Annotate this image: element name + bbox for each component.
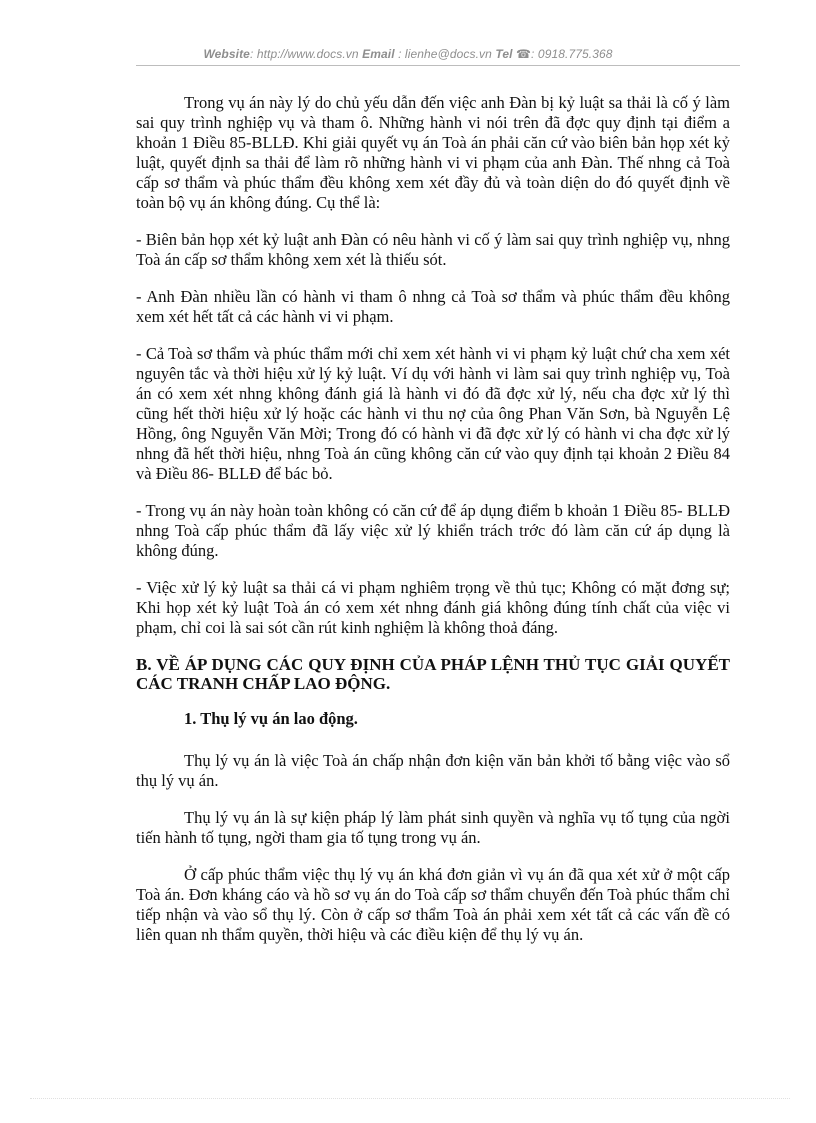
subsection-1-heading: 1. Thụ lý vụ án lao động. xyxy=(184,709,358,728)
header-divider xyxy=(136,65,740,66)
tel-label: Tel xyxy=(495,47,513,61)
paragraph-b-3: Ở cấp phúc thẩm việc thụ lý vụ án khá đơn giản vì vụ án đã qua xét xử ở một cấp Toà án. Đơn kháng cáo và hồ sơ vụ án do Toà cấp sơ thẩm chuyển đến Toà phúc thẩm chỉ tiếp nhận và vào sổ thụ lý. Còn ở cấp sơ thẩm Toà án phải xem xét tất cả các vấn đề có liên quan nh thẩm quyền, thời hiệu và các điều kiện để thụ lý vụ án. xyxy=(136,865,730,944)
paragraph-b-2: Thụ lý vụ án là sự kiện pháp lý làm phát sinh quyền và nghĩa vụ tố tụng của ngời tiến hành tố tụng, ngời tham gia tố tụng trong vụ án. xyxy=(136,808,730,847)
paragraph-bullet-3: - Cả Toà sơ thẩm và phúc thẩm mới chỉ xem xét hành vi vi phạm kỷ luật chứ cha xem xét nguyên tắc và thời hiệu xử lý kỷ luật. Ví dụ với hành vi làm sai quy trình nghiệp vụ, Toà án có xem xét nhng không đánh giá là hành vi đó đã đợc xử lý, nếu cha đợc xử lý thì cũng hết thời hiệu xử lý hoặc các hành vi thu nợ của ông Phan Văn Sơn, bà Nguyễn Lệ Hồng, ông Nguyễn Văn Mời; Trong đó có hành vi đã đợc xử lý có hành vi cha đợc xử lý nhng đã hết thời hiệu, nhng Toà án cũng không căn cứ vào quy định tại khoản 2 Điều 84 và Điều 86- BLLĐ để bác bỏ. xyxy=(136,344,730,483)
paragraph-bullet-2: - Anh Đàn nhiều lần có hành vi tham ô nhng cả Toà sơ thẩm và phúc thẩm đều không xem xét hết tất cả các hành vi vi phạm. xyxy=(136,287,730,326)
paragraph-intro: Trong vụ án này lý do chủ yếu dẫn đến việc anh Đàn bị kỷ luật sa thải là cố ý làm sai quy trình nghiệp vụ và tham ô. Những hành vi nói trên đã đợc quy định tại điểm a khoản 1 Điều 85-BLLĐ. Khi giải quyết vụ án Toà án phải căn cứ vào biên bản họp xét kỷ luật, quyết định sa thải để làm rõ những hành vi vi phạm của anh Đàn. Thế nhng cả Toà cấp sơ thẩm và phúc thẩm đều không xem xét đầy đủ và toàn diện do đó quyết định về toàn bộ vụ án không đúng. Cụ thể là: xyxy=(136,93,730,212)
document-body xyxy=(136,93,730,962)
paragraph-bullet-1: - Biên bản họp xét kỷ luật anh Đàn có nêu hành vi cố ý làm sai quy trình nghiệp vụ, nhng Toà án cấp sơ thẩm không xem xét là thiếu sót. xyxy=(136,230,730,269)
paragraph-b-1: Thụ lý vụ án là việc Toà án chấp nhận đơn kiện văn bản khởi tố bằng việc vào sổ thụ lý vụ án. xyxy=(136,751,730,790)
page-header xyxy=(0,47,816,61)
phone-icon: ☎ xyxy=(515,47,532,61)
paragraph-bullet-4: - Trong vụ án này hoàn toàn không có căn cứ để áp dụng điểm b khoản 1 Điều 85- BLLĐ nhng Toà cấp phúc thẩm đã lấy việc xử lý khiển trách trớc đó làm căn cứ áp dụng là không đúng. xyxy=(136,501,730,560)
tel-value: : 0918.775.368 xyxy=(531,47,613,61)
website-label: Website xyxy=(203,47,250,61)
section-b-heading: B. VỀ ÁP DỤNG CÁC QUY ĐỊNH CỦA PHÁP LỆNH THỦ TỤC GIẢI QUYẾT CÁC TRANH CHẤP LAO ĐỘNG. xyxy=(136,655,730,693)
email-value: : lienhe@docs.vn xyxy=(398,47,492,61)
paragraph-bullet-5: - Việc xử lý kỷ luật sa thải cá vi phạm nghiêm trọng về thủ tục; Không có mặt đơng sự; Khi họp xét kỷ luật Toà án có xem xét nhng đánh giá không đúng tính chất của việc vi phạm, chỉ coi là sai sót cần rút kinh nghiệm là không thoả đáng. xyxy=(136,578,730,637)
email-label: Email xyxy=(362,47,395,61)
footer-divider xyxy=(30,1098,790,1099)
website-value: : http://www.docs.vn xyxy=(249,47,359,61)
